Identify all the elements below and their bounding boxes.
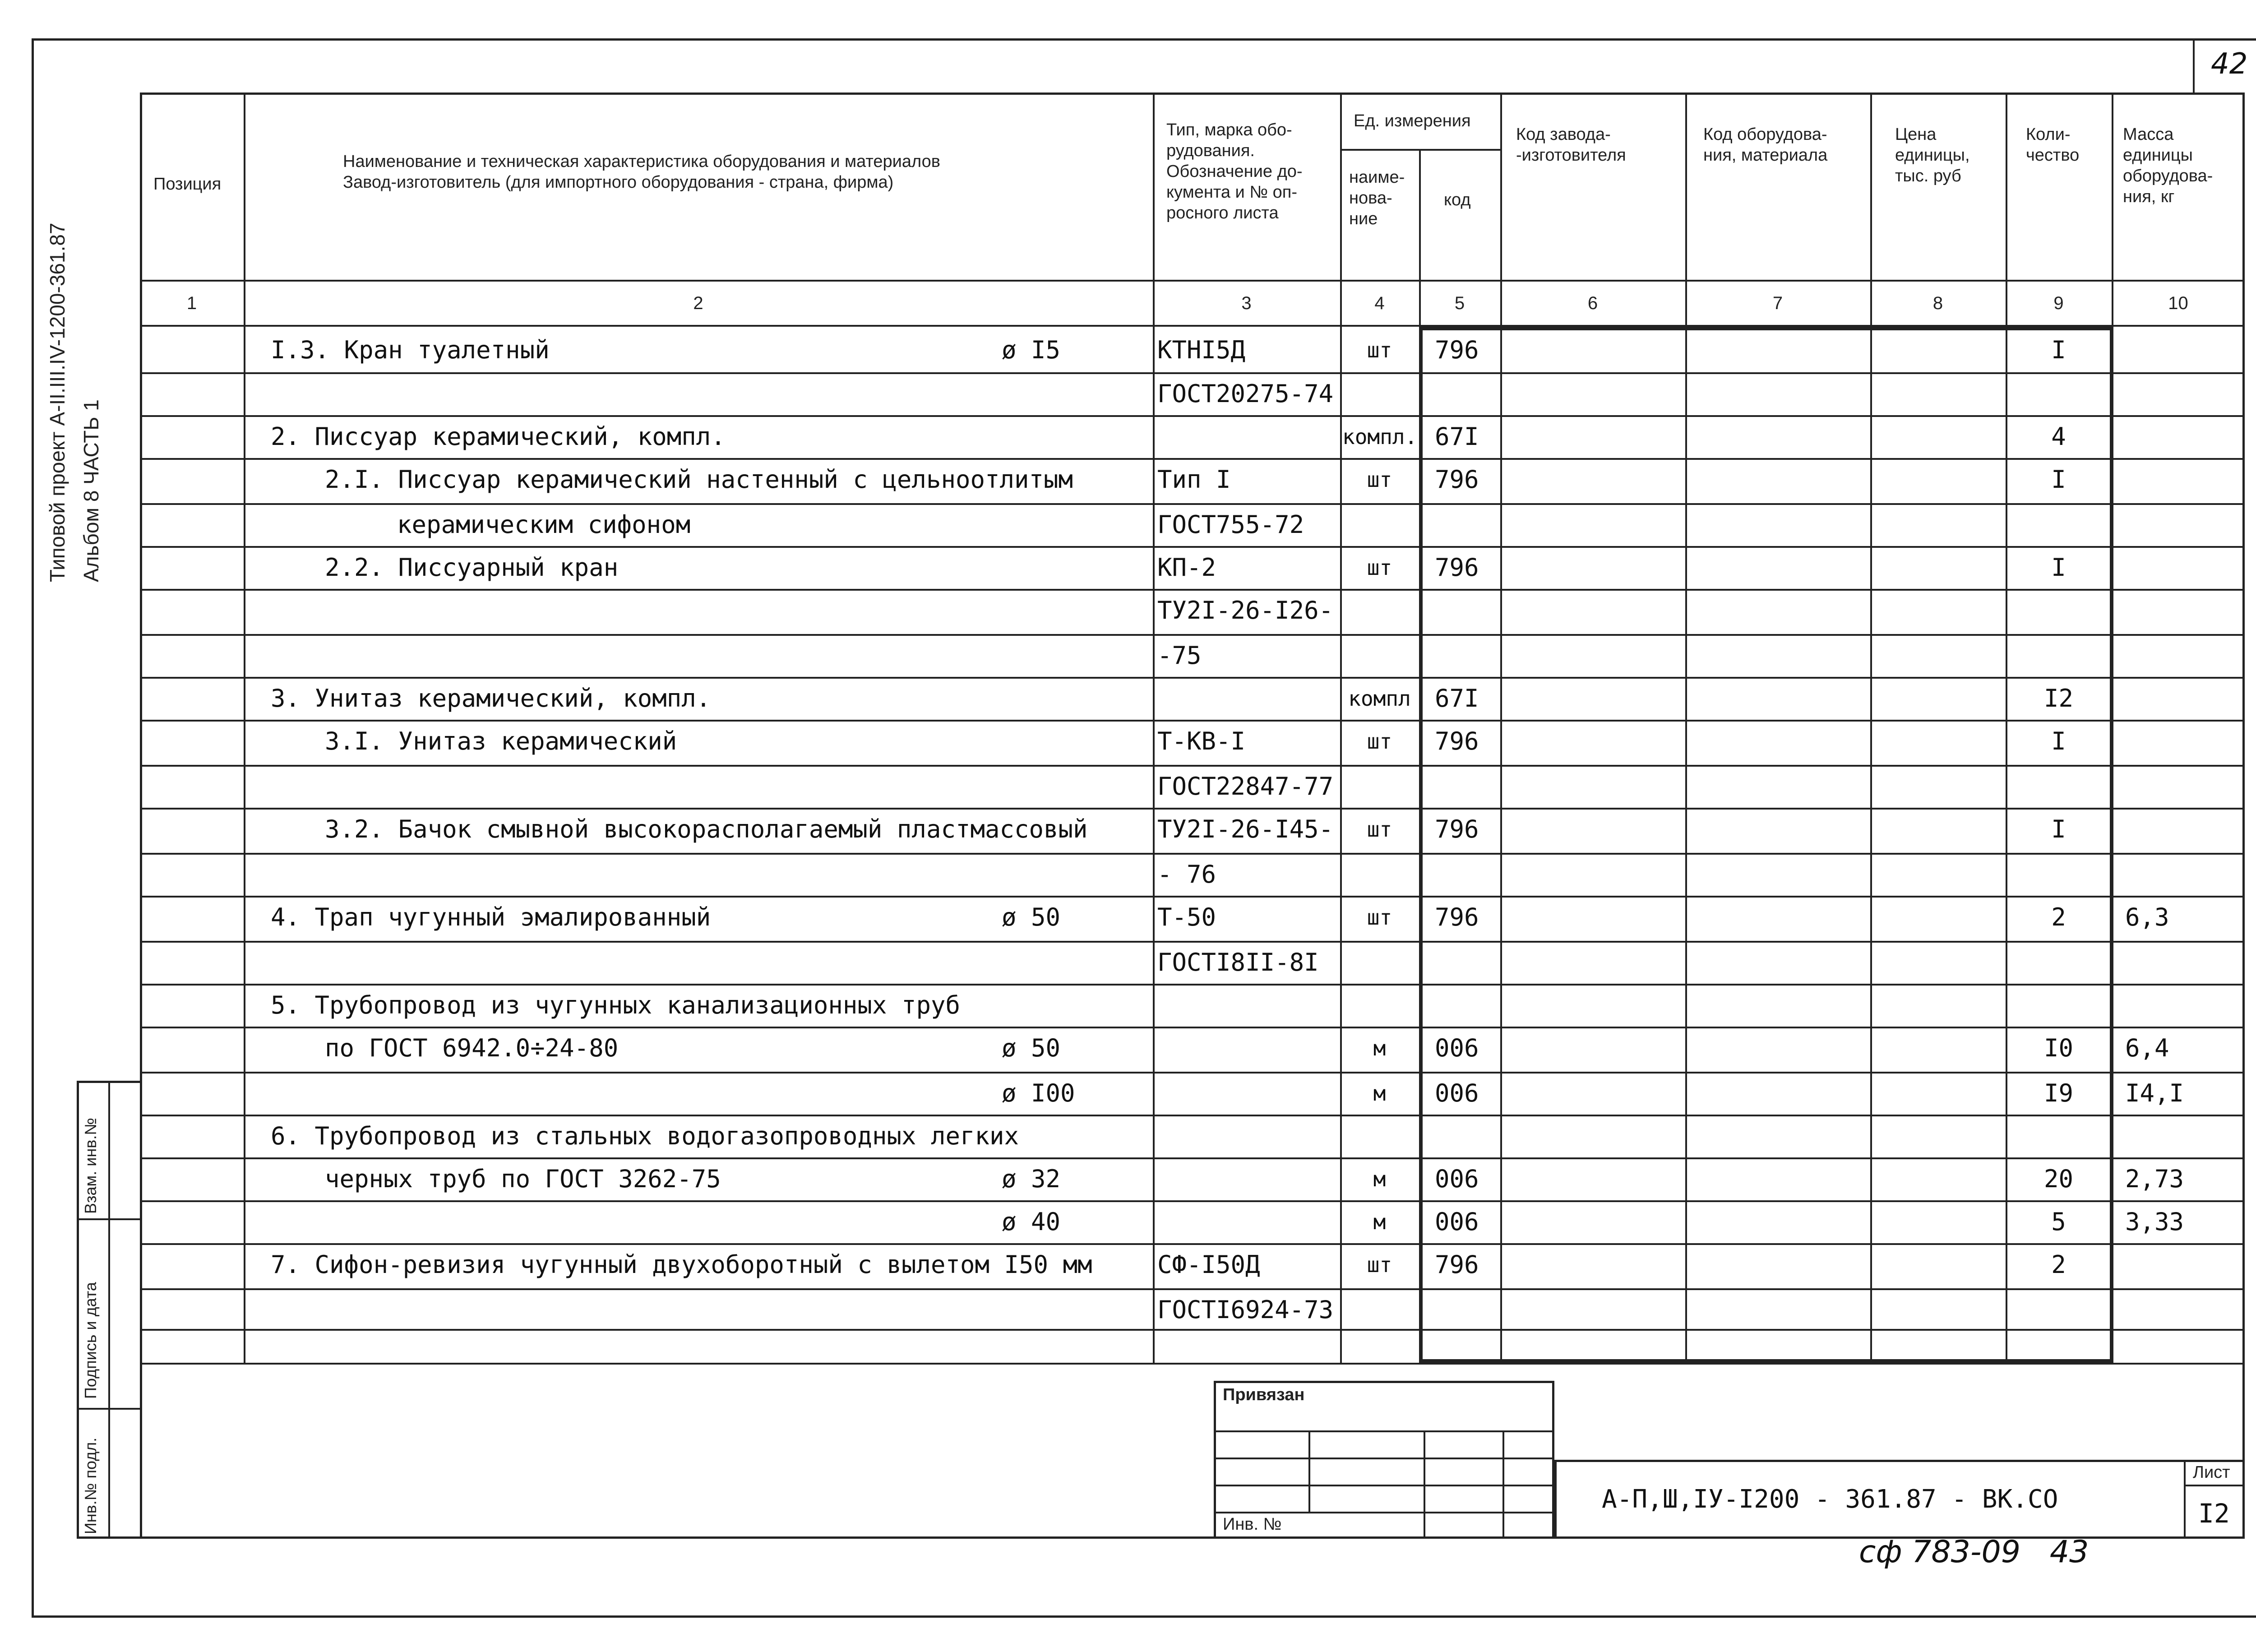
col-line-2 [1153, 93, 1155, 1363]
header-col10: Масса единицы оборудова- ния, кг [2123, 125, 2213, 206]
side-album-line: Альбом 8 ЧАСТЬ 1 [79, 399, 103, 582]
cell-name: 2.I. Писсуар керамический настенный с цельноотлитым [325, 465, 1073, 494]
cell-type: ГОСТ22847-77 [1157, 772, 1334, 801]
cell-unit: м [1373, 1210, 1386, 1234]
row-line [140, 503, 2245, 505]
colnum-9: 9 [2053, 293, 2064, 313]
cell-qty: I [2051, 465, 2066, 494]
cell-unit: м [1373, 1081, 1386, 1106]
cell-qty: 5 [2051, 1208, 2066, 1236]
row-line [140, 1115, 2245, 1116]
cell-name: по ГОСТ 6942.0÷24-80 [325, 1034, 619, 1062]
row-line [140, 415, 2245, 417]
cell-mass: 6,3 [2125, 903, 2169, 931]
header-bottom-line [140, 280, 2245, 282]
cell-name: черных труб по ГОСТ 3262-75 [325, 1165, 721, 1193]
header-col5: код [1444, 190, 1471, 209]
row-line [140, 941, 2245, 943]
corner-box-left [2193, 38, 2195, 93]
cell-unit: шт [1367, 467, 1392, 492]
header-col7: Код оборудова- ния, материала [1703, 125, 1828, 165]
cell-code: 796 [1435, 815, 1479, 843]
col-line-3 [1340, 93, 1342, 1363]
colnum-5: 5 [1454, 293, 1465, 313]
side-boxes-divider [108, 1081, 110, 1539]
cell-type: Т-КВ-I [1157, 727, 1246, 755]
cell-unit: шт [1367, 1253, 1392, 1277]
cell-qty: 2 [2051, 903, 2066, 931]
cell-name: 6. Трубопровод из стальных водогазопроводных легких [271, 1122, 1019, 1150]
colnum-3: 3 [1241, 293, 1252, 313]
side-boxes-h1 [77, 1218, 142, 1220]
cell-unit: компл. [1342, 425, 1418, 449]
stamp-sheet-no: I2 [2198, 1498, 2230, 1529]
cell-type: ГОСТI6924-73 [1157, 1296, 1334, 1324]
cell-type: -75 [1157, 641, 1202, 670]
header-col4: наиме- нова- ние [1349, 168, 1405, 228]
cell-unit: шт [1367, 817, 1392, 842]
cell-type: ГОСТ20275-74 [1157, 379, 1334, 408]
row-line [140, 1200, 2245, 1202]
stamp-privyazan: Привязан [1223, 1385, 1305, 1404]
stamp-vline-3 [1502, 1430, 1504, 1539]
cell-qty: 20 [2043, 1165, 2074, 1193]
row-line [140, 853, 2245, 855]
cell-code: 006 [1435, 1165, 1479, 1193]
row-line [140, 1072, 2245, 1074]
row-line [140, 720, 2245, 722]
header-col3: Тип, марка обо- рудования. Обозначение до- кумента и № оп- росного листа [1166, 120, 1303, 222]
side-vz-inv: Взам. инв.№ [81, 1117, 100, 1214]
cell-type: КТНI5Д [1157, 336, 1246, 364]
cell-type: ТУ2I-26-I26- [1157, 596, 1334, 625]
thick-box-top [1419, 327, 2113, 330]
colnum-10: 10 [2168, 293, 2188, 313]
stamp-vline-1 [1308, 1430, 1310, 1512]
side-inv-podl: Инв.№ подл. [81, 1437, 100, 1534]
row-line [140, 765, 2245, 767]
cell-unit: компл [1348, 686, 1411, 711]
corner-note: 42 [2211, 47, 2248, 81]
cell-name: 2. Писсуар керамический, компл. [271, 422, 726, 451]
cell-qty: I [2051, 727, 2066, 755]
colnum-8: 8 [1932, 293, 1943, 313]
cell-type: КП-2 [1157, 553, 1216, 582]
cell-code: 796 [1435, 903, 1479, 931]
side-boxes-h2 [77, 1408, 142, 1410]
stamp-sheet-line [2184, 1485, 2245, 1486]
cell-qty: I2 [2043, 684, 2074, 713]
cell-name: 2.2. Писсуарный кран [325, 553, 619, 582]
cell-unit: м [1373, 1167, 1386, 1191]
row-line [140, 896, 2245, 898]
cell-qty: I0 [2043, 1034, 2074, 1062]
unit-group-line [1340, 149, 1500, 151]
row-line [140, 677, 2245, 679]
row-line [140, 1288, 2245, 1290]
colnum-7: 7 [1772, 293, 1783, 313]
col-line-5 [1500, 93, 1502, 1363]
cell-mass: 2,73 [2125, 1165, 2184, 1193]
header-col2-line2: Завод-изготовитель (для импортного оборудования - страна, фирма) [343, 173, 894, 192]
cell-type: ТУ2I-26-I45- [1157, 815, 1334, 843]
row-line [140, 808, 2245, 810]
header-col8: Цена единицы, тыс. руб [1895, 125, 1970, 185]
cell-unit: шт [1367, 555, 1392, 580]
header-col6: Код завода- -изготовителя [1516, 125, 1626, 165]
stamp-vline-2 [1424, 1430, 1425, 1539]
row-line [140, 1329, 2245, 1331]
cell-mass: 3,33 [2125, 1208, 2184, 1236]
cell-mass: I4,I [2125, 1079, 2184, 1107]
col-line-6 [1685, 93, 1687, 1363]
cell-code: 796 [1435, 336, 1479, 364]
stamp-sheet-label: Лист [2193, 1463, 2230, 1482]
header-col2-line1: Наименование и техническая характеристика оборудования и материалов [343, 152, 940, 171]
colnum-1: 1 [186, 293, 197, 313]
row-line [140, 1027, 2245, 1028]
cell-qty: I [2051, 336, 2066, 364]
row-line [140, 1157, 2245, 1159]
cell-type: Т-50 [1157, 903, 1216, 931]
cell-type: Тип I [1157, 465, 1231, 494]
cell-code: 796 [1435, 553, 1479, 582]
cell-code: 006 [1435, 1079, 1479, 1107]
cell-name: I.3. Кран туалетный [271, 336, 550, 364]
cell-unit: шт [1367, 905, 1392, 930]
row-line [140, 1243, 2245, 1245]
header-col1: Позиция [153, 175, 222, 194]
cell-type: СФ-I50Д [1157, 1250, 1260, 1279]
colnum-6: 6 [1587, 293, 1598, 313]
cell-qty: 4 [2051, 422, 2066, 451]
cell-dia: ø 32 [1002, 1165, 1061, 1193]
cell-qty: 2 [2051, 1250, 2066, 1279]
col-line-7 [1870, 93, 1872, 1363]
col-line-1 [244, 93, 245, 1363]
cell-dia: ø 40 [1002, 1208, 1061, 1236]
cell-name: 7. Сифон-ревизия чугунный двухоборотный с вылетом I50 мм [271, 1250, 1092, 1279]
cell-mass: 6,4 [2125, 1034, 2169, 1062]
cell-type: ГОСТI8II-8I [1157, 948, 1319, 976]
colnum-2: 2 [693, 293, 703, 313]
side-podpis: Подпись и дата [81, 1282, 100, 1399]
cell-name: керамическим сифоном [397, 510, 691, 539]
row-line [140, 372, 2245, 374]
cell-dia: ø 50 [1002, 903, 1061, 931]
cell-name: 3.I. Унитаз керамический [325, 727, 677, 755]
colnum-4: 4 [1374, 293, 1385, 313]
cell-type: - 76 [1157, 860, 1216, 888]
cell-unit: шт [1367, 338, 1392, 362]
cell-dia: ø I5 [1002, 336, 1061, 364]
cell-code: 006 [1435, 1034, 1479, 1062]
cell-code: 796 [1435, 465, 1479, 494]
cell-dia: ø 50 [1002, 1034, 1061, 1062]
side-project-line: Типовой проект А-II.III.IV-1200-361.87 [46, 222, 69, 582]
thick-box-left [1419, 329, 1423, 1363]
stamp-doc-code: А-П,Ш,IУ-I200 - 361.87 - ВК.СО [1602, 1485, 2058, 1514]
cell-code: 006 [1435, 1208, 1479, 1236]
row-line [140, 984, 2245, 986]
cell-code: 67I [1435, 684, 1479, 713]
row-line [140, 1363, 2245, 1365]
cell-qty: I [2051, 553, 2066, 582]
cell-type: ГОСТ755-72 [1157, 510, 1304, 539]
footer-note: сф 783-09 43 [1859, 1534, 2089, 1570]
cell-name: 4. Трап чугунный эмалированный [271, 903, 711, 931]
row-line [140, 458, 2245, 460]
cell-unit: шт [1367, 729, 1392, 754]
row-line [140, 589, 2245, 591]
row-line [140, 634, 2245, 636]
cell-qty: I [2051, 815, 2066, 843]
cell-unit: м [1373, 1036, 1386, 1060]
thick-box-bottom [1419, 1359, 2113, 1363]
cell-code: 796 [1435, 1250, 1479, 1279]
row-line [140, 546, 2245, 548]
header-unit-group: Ед. измерения [1354, 111, 1471, 130]
cell-dia: ø I00 [1002, 1079, 1075, 1107]
cell-name: 5. Трубопровод из чугунных канализационных труб [271, 991, 961, 1019]
cell-name: 3. Унитаз керамический, компл. [271, 684, 711, 713]
cell-code: 67I [1435, 422, 1479, 451]
stamp-sheet-divider [2184, 1460, 2186, 1539]
cell-code: 796 [1435, 727, 1479, 755]
cell-name: 3.2. Бачок смывной высокорасполагаемый пластмассовый [325, 815, 1088, 843]
stamp-inv-no: Инв. № [1223, 1515, 1282, 1534]
cell-qty: I9 [2043, 1079, 2074, 1107]
header-col9: Коли- чество [2026, 125, 2080, 165]
